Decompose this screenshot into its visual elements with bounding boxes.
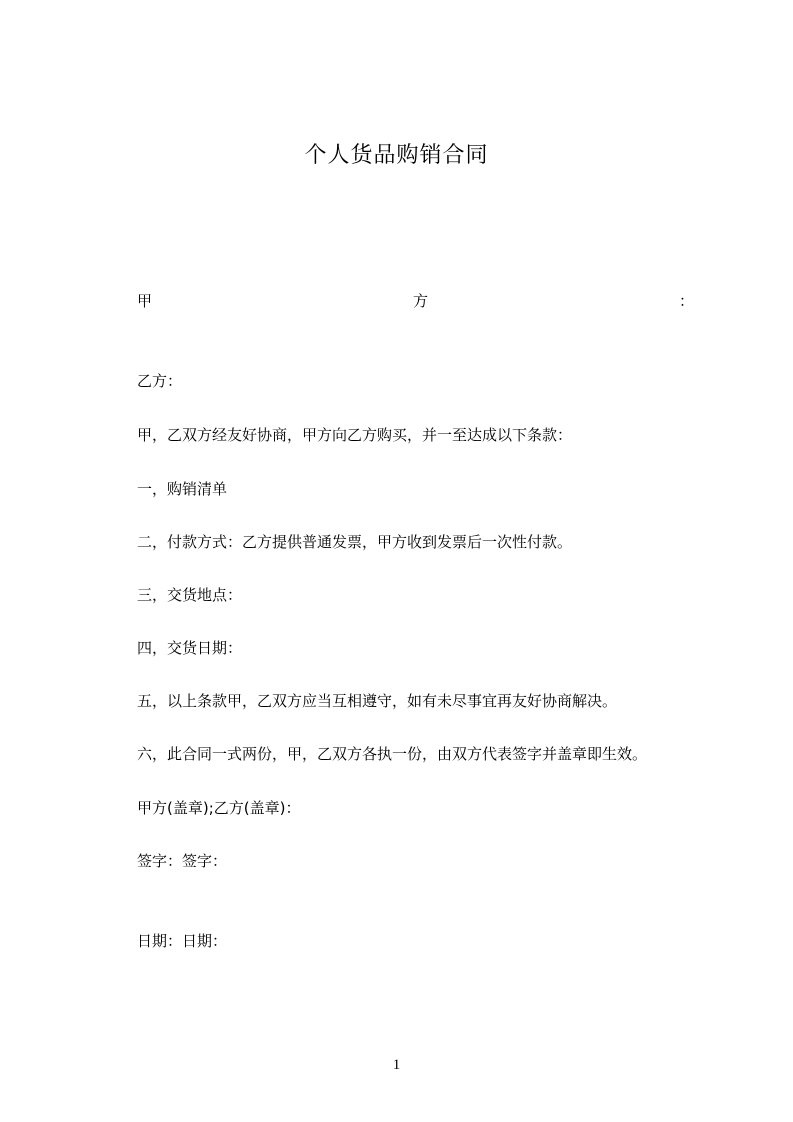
- party-a-char-2: 方: [413, 292, 429, 310]
- party-a-char-1: 甲: [137, 292, 153, 310]
- clause-2: 二，付款方式：乙方提供普通发票，甲方收到发票后一次性付款。: [137, 533, 573, 551]
- clause-6: 六，此合同一式两份，甲，乙双方各执一份，由双方代表签字并盖章即生效。: [137, 745, 648, 763]
- page-number: 1: [392, 1057, 401, 1073]
- date-line: 日期：日期：: [137, 932, 228, 950]
- clause-5: 五，以上条款甲，乙双方应当互相遵守，如有未尽事宜再友好协商解决。: [137, 692, 618, 710]
- document-title: 个人货品购销合同: [304, 143, 489, 168]
- clause-3: 三，交货地点：: [137, 586, 243, 604]
- intro-paragraph: 甲，乙双方经友好协商，甲方向乙方购买，并一至达成以下条款：: [137, 426, 573, 444]
- clause-1: 一，购销清单: [137, 480, 228, 498]
- party-a-line: [137, 290, 694, 312]
- party-b-line: 乙方：: [137, 372, 183, 390]
- signature-line: 签字：签字：: [137, 852, 228, 870]
- party-a-colon: ：: [678, 292, 694, 310]
- clause-4: 四，交货日期：: [137, 639, 243, 657]
- seal-line: 甲方(盖章);乙方(盖章)：: [137, 799, 301, 817]
